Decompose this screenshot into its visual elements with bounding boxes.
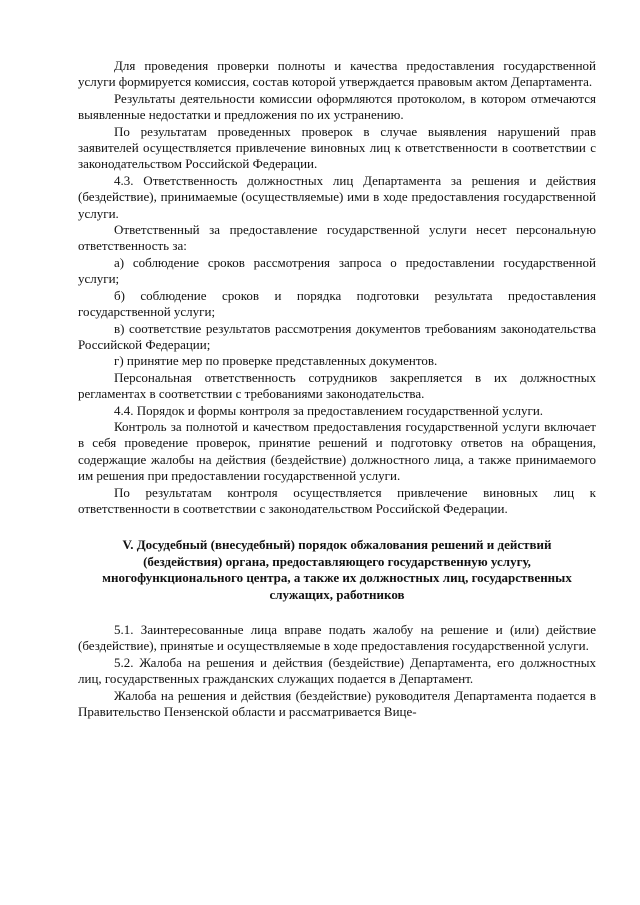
paragraph-control-results: По результатам контроля осуществляется привлечение виновных лиц к ответственности в соответствии с законодательством Российской Федерации.: [78, 484, 596, 516]
paragraph-responsible: Ответственный за предоставление государственной услуги несет персональную ответственность за:: [78, 222, 596, 254]
paragraph-violations: По результатам проведенных проверок в случае выявления нарушений прав заявителей осуществляется привлечение виновных лиц к ответственности в соответствии с законодательством Российской Федерации.: [78, 123, 596, 172]
paragraph-5-1: 5.1. Заинтересованные лица вправе подать жалобу на решение и (или) действие (бездействие), принятые и осуществляемые в ходе предоставления государственной услуги.: [78, 622, 596, 654]
paragraph-commission-results: Результаты деятельности комиссии оформляются протоколом, в котором отмечаются выявленные недостатки и предложения по их устранению.: [78, 90, 596, 123]
paragraph-head-complaint: Жалоба на решения и действия (бездействие) руководителя Департамента подается в Правительство Пензенской области и рассматривается Вице-: [78, 687, 596, 720]
paragraph-4-4: 4.4. Порядок и формы контроля за предоставлением государственной услуги.: [114, 402, 544, 418]
section-heading: V. Досудебный (внесудебный) порядок обжалования решений и действий (бездействия) органа, предоставляющего государственную услугу, многофункционального центра, а также их должностных лиц, государственных служащих, работников: [102, 537, 572, 602]
paragraph-control: Контроль за полнотой и качеством предоставления государственной услуги включает в себя проведение проверок, принятие решений и подготовку ответов на обращения, содержащие жалобы на действия (бездействие) должностного лица, а также принимаемого им решения при предоставлении государственной услуги.: [78, 418, 596, 484]
document-body: [78, 58, 596, 720]
paragraph-commission: Для проведения проверки полноты и качества предоставления государственной услуги формируется комиссия, состав которой утверждается правовым актом Департамента.: [78, 58, 596, 90]
list-item-a: а) соблюдение сроков рассмотрения запроса о предоставлении государственной услуги;: [78, 254, 596, 287]
list-item-g: г) принятие мер по проверке представленных документов.: [114, 353, 438, 369]
list-item-b: б) соблюдение сроков и порядка подготовки результата предоставления государственной услуги;: [78, 287, 596, 320]
paragraph-4-3: 4.3. Ответственность должностных лиц Департамента за решения и действия (бездействие), принимаемые (осуществляемые) ими в ходе предоставления государственной услуги.: [78, 172, 596, 221]
list-item-v: в) соответствие результатов рассмотрения документов требованиям законодательства Российской Федерации;: [78, 320, 596, 352]
paragraph-5-2: 5.2. Жалоба на решения и действия (бездействие) Департамента, его должностных лиц, государственных гражданских служащих подается в Департамент.: [78, 654, 596, 687]
paragraph-personal-responsibility: Персональная ответственность сотрудников закрепляется в их должностных регламентах в соответствии с требованиями законодательства.: [78, 369, 596, 402]
